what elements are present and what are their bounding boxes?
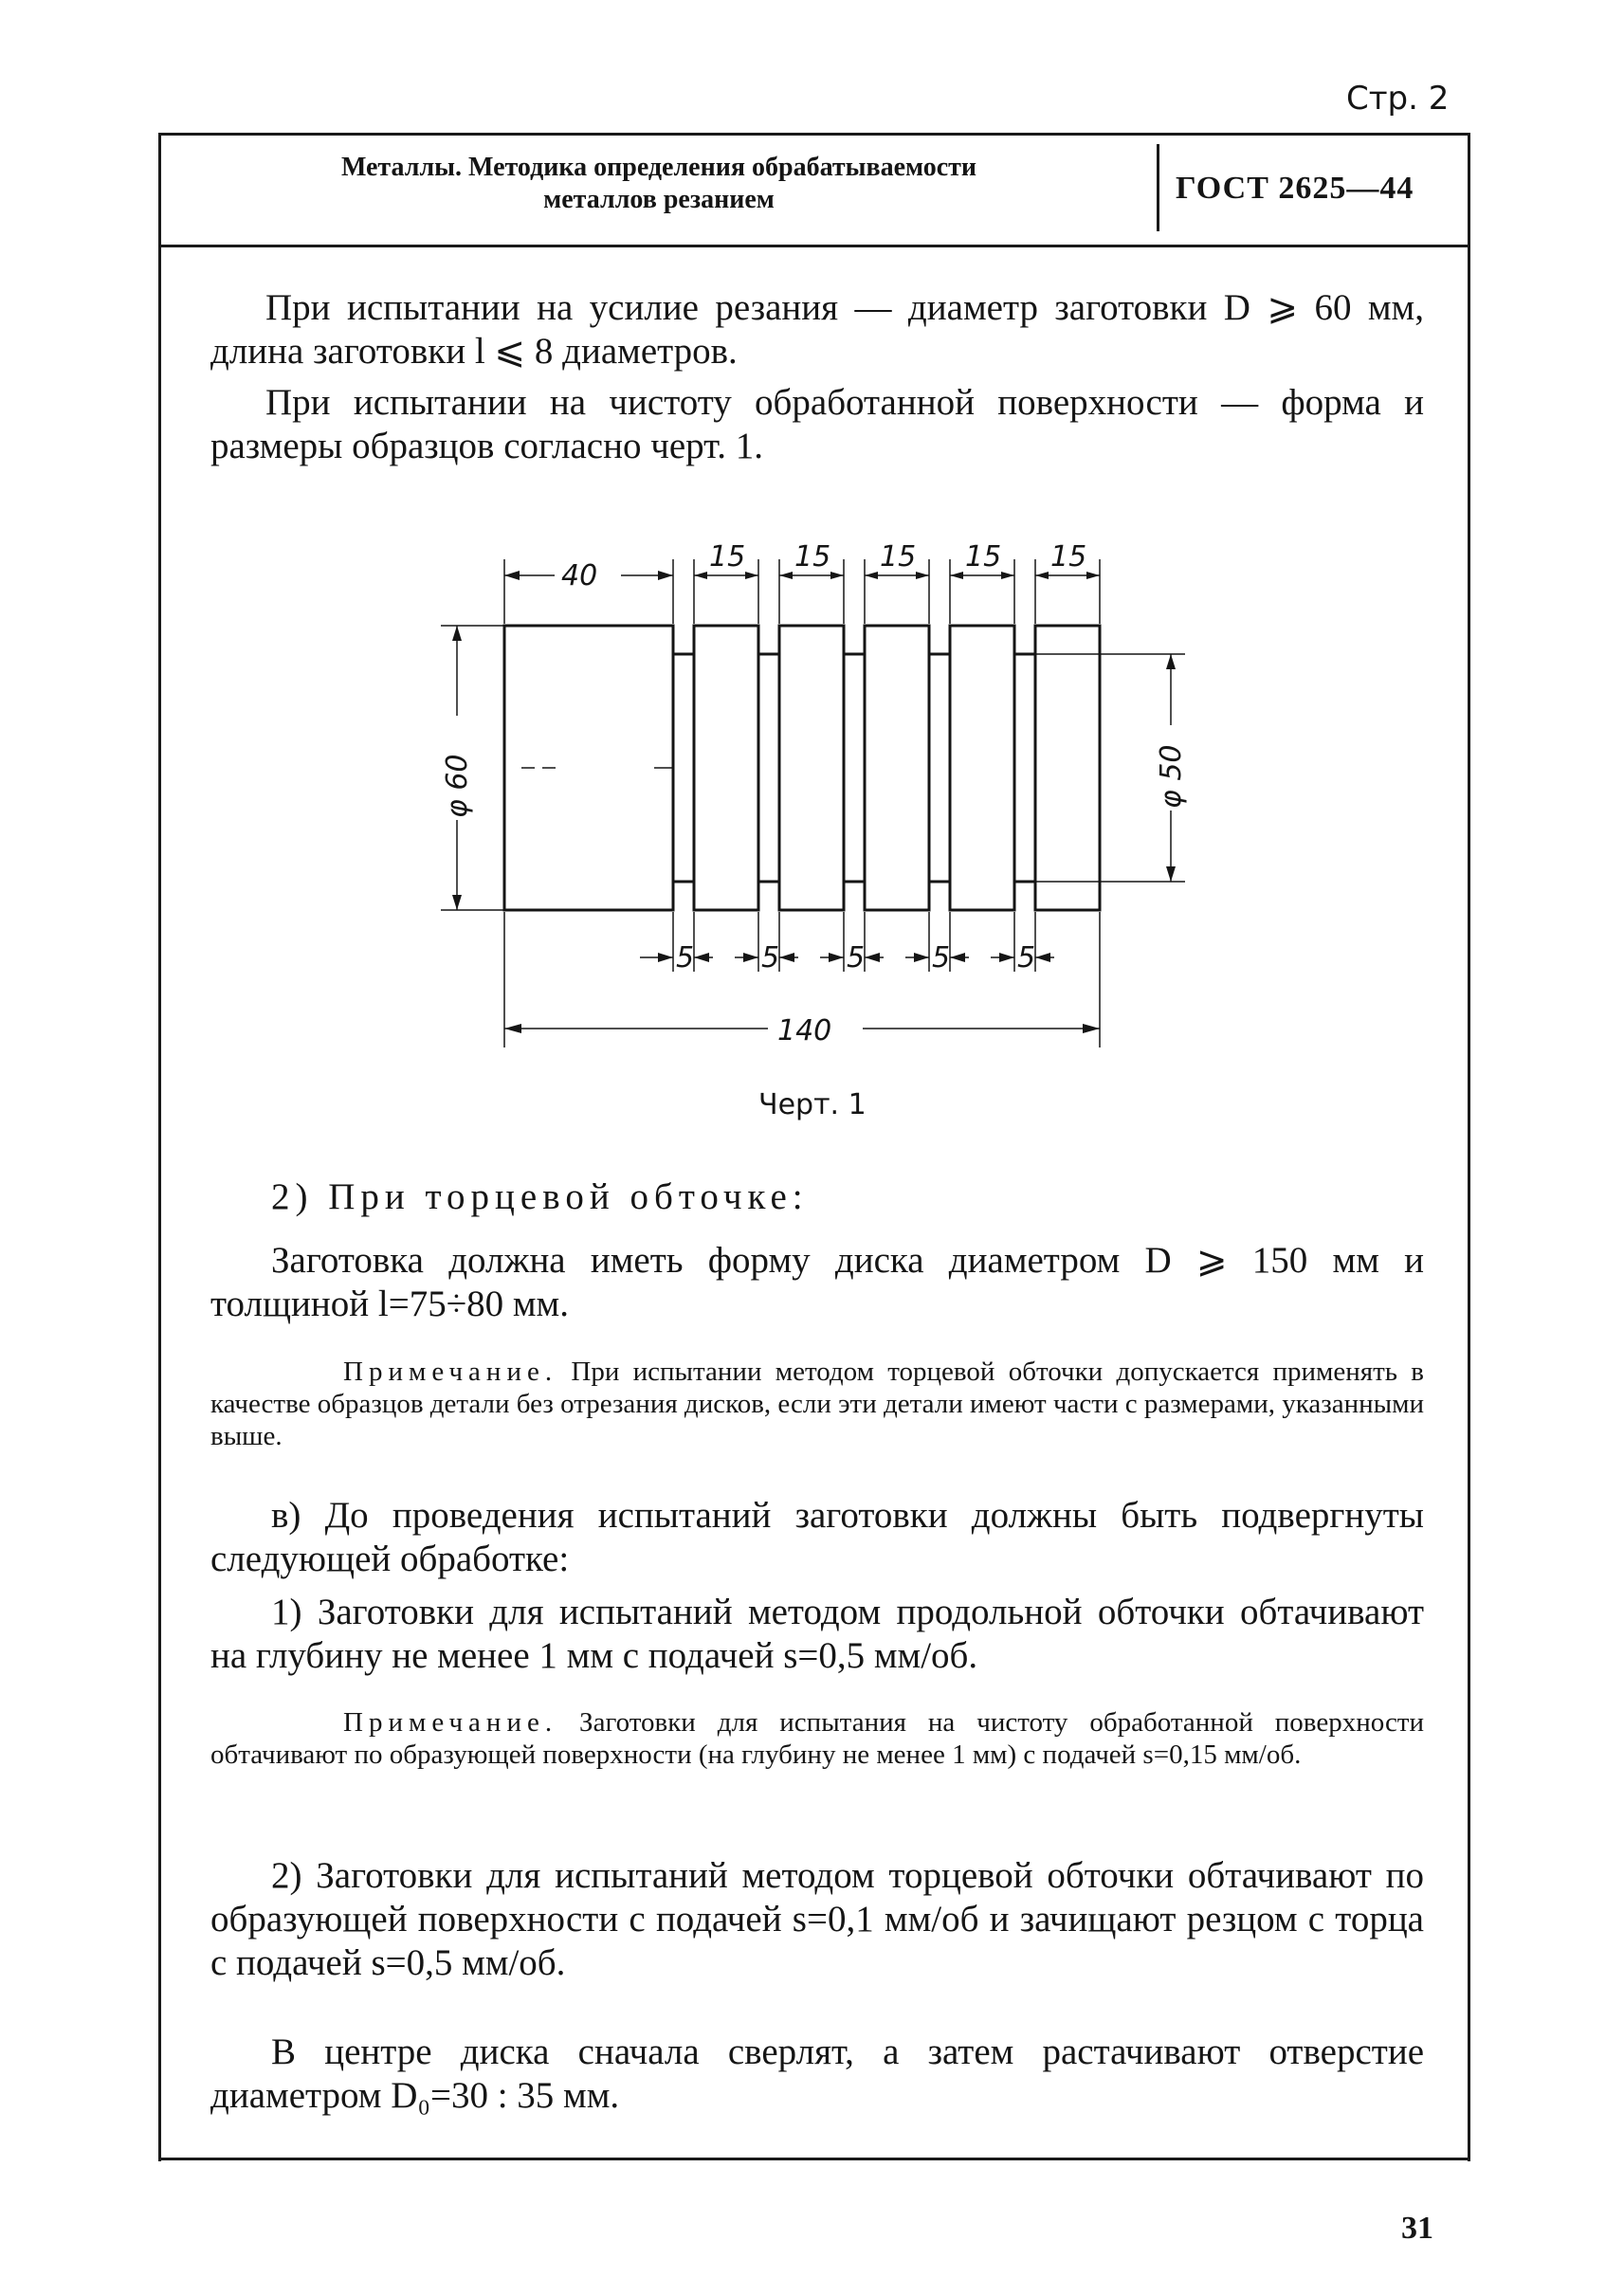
standard-number: ГОСТ 2625—44 [1176,171,1414,206]
frame-right-line [1468,133,1470,2161]
note-face-turning [210,1356,1424,1452]
dim-total-length: 140 [777,1014,832,1047]
header-title [171,152,1147,216]
dim-disc-width-3: 15 [880,540,917,574]
page-number: 31 [1401,2211,1433,2246]
dim-disc-width-5: 15 [1050,540,1087,574]
section-face-turning [210,1175,1424,1219]
dim-disc-width-2: 15 [794,540,831,574]
note-surface-finish [210,1706,1424,1771]
dim-groove-width-4: 5 [932,941,951,974]
dim-disc-width-1: 15 [709,540,746,574]
header-bottom-line [158,245,1470,247]
section-face-turning-label: 2) При торцевой обточке: [271,1176,809,1217]
dim-groove-width-2: 5 [761,941,780,974]
page-label: Стр. 2 [1346,80,1450,118]
specimen-drawing [417,536,1195,1066]
paragraph-cutting-force: При испытании на усилие резания — диаметр заготовки D ⩾ 60 мм, длина заготовки l ⩽ 8 диаметров. [210,287,1424,372]
header-divider [1157,144,1159,231]
dim-groove-diameter: φ 50 [1155,744,1188,809]
paragraph-surface-finish: При испытании на чистоту обработанной поверхности — форма и размеры образцов согласно черт. 1. [210,382,1424,466]
dim-groove-width-5: 5 [1017,941,1036,974]
dim-groove-width-1: 5 [676,941,695,974]
note-text: При испытании методом торцевой обточки допускается применять в качестве образцов детали без отрезания дисков, если эти детали имеют части с размерами, указанными выше. [210,1357,1424,1451]
dim-groove-width-3: 5 [847,941,866,974]
paragraph-drilling: В центре диска сначала сверлят, а затем растачивают отверстие диаметром D₀=30 : 35 мм. [210,2031,1424,2116]
note-label: Примечание. [343,1707,558,1738]
paragraph-preparation: в) До проведения испытаний заготовки должны быть подвергнуты следующей обработке: [210,1495,1424,1579]
header-title-line2: металлов резанием [543,185,775,214]
figure-caption: Черт. 1 [758,1088,867,1121]
header-title-line1: Металлы. Методика определения обрабатываемости [340,153,977,182]
paragraph-disc-blank: Заготовка должна иметь форму диска диаметром D ⩾ 150 мм и толщиной l=75÷80 мм. [210,1240,1424,1324]
paragraph-face-turning-feed: 2) Заготовки для испытаний методом торцевой обточки обтачивают по образующей поверхности с подачей s=0,1 мм/об и зачищают резцом с торца с подачей s=0,5 мм/об. [210,1855,1424,1983]
note-text: Заготовки для испытания на чистоту обработанной поверхности обтачивают по образующей поверхности (на глубину не менее 1 мм) с подачей s=0,15 мм/об. [210,1707,1425,1770]
frame-left-line [158,133,161,2161]
paragraph-longitudinal-turning: 1) Заготовки для испытаний методом продольной обточки обтачивают на глубину не менее 1 мм с подачей s=0,5 мм/об. [210,1592,1424,1676]
dim-outer-diameter: φ 60 [441,754,474,818]
dim-length-40: 40 [561,559,598,592]
frame-top-line [158,133,1470,136]
dim-disc-width-4: 15 [965,540,1002,574]
frame-bottom-line [158,2158,1470,2160]
note-label: Примечание. [343,1357,558,1387]
